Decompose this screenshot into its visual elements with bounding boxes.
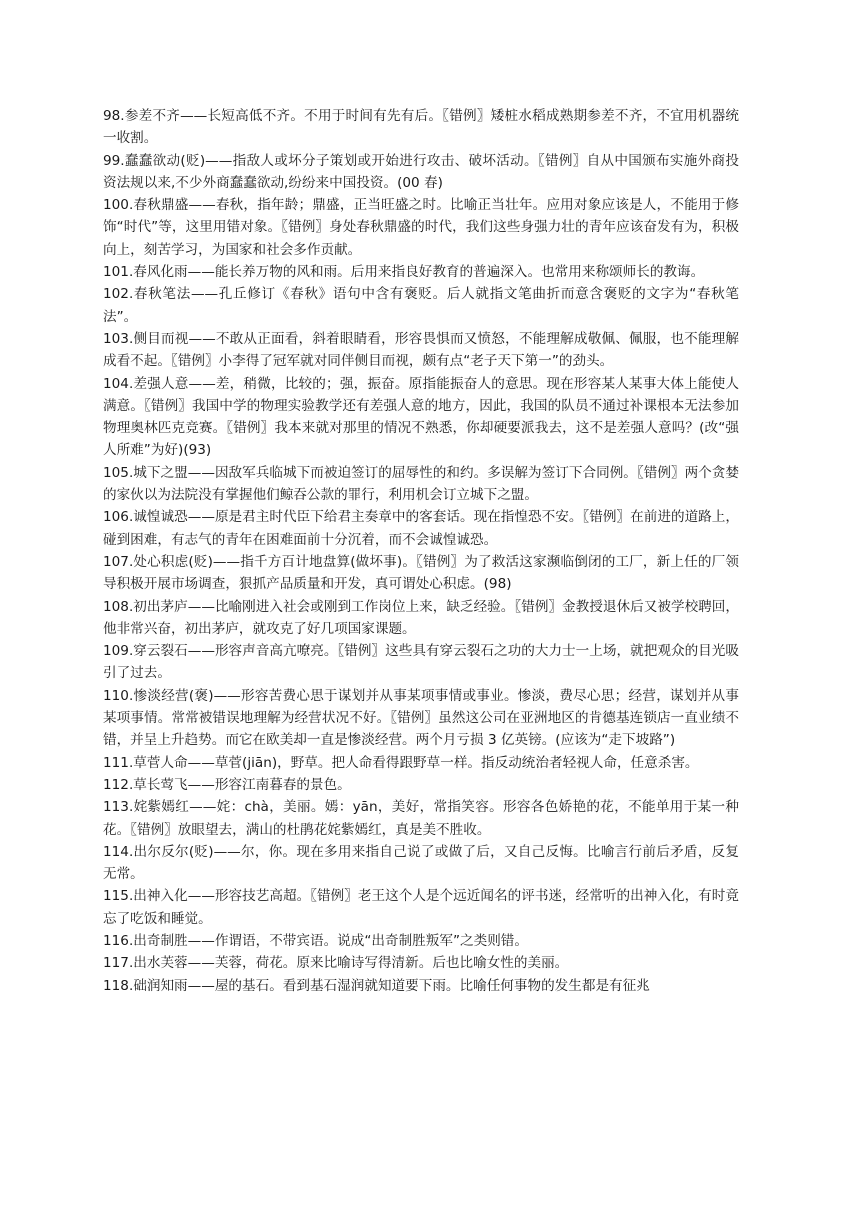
entry-102: 102.春秋笔法——孔丘修订《春秋》语句中含有褒贬。后人就指文笔曲折而意含褒贬的文字为“春秋笔法”。	[103, 286, 739, 325]
entry-111: 111.草菅人命——草菅(jiān)，野草。把人命看得跟野草一样。指反动统治者轻视人命，任意杀害。	[103, 754, 699, 771]
idiom-list	[103, 105, 739, 997]
entry-114: 114.出尔反尔(贬)——尔，你。现在多用来指自己说了或做了后，又自己反悔。比喻言行前后矛盾，反复无常。	[103, 843, 739, 883]
entry-104: 104.差强人意——差，稍微，比较的；强，振奋。原指能振奋人的意思。现在形容某人某事大体上能使人满意。〖错例〗我国中学的物理实验教学还有差强人意的地方，因此，我国的队员不通过补课根本无法参加物理奥林匹克竞赛。〖错例〗我本来就对那里的情况不熟悉，你却硬要派我去，这不是差强人意吗？(改“强人所难”为好)(93)	[103, 375, 739, 459]
entry-113: 113.姹紫嫣红——姹：chà，美丽。嫣：yān，美好，常指笑容。形容各色娇艳的花，不能单用于某一种花。〖错例〗放眼望去，满山的杜鹃花姹紫嫣红，真是美不胜收。	[103, 799, 739, 838]
entry-116: 116.出奇制胜——作谓语，不带宾语。说成“出奇制胜叛军”之类则错。	[103, 932, 528, 949]
entry-101: 101.春风化雨——能长养万物的风和雨。后用来指良好教育的普遍深入。也常用来称颂师长的教诲。	[103, 264, 705, 281]
entry-99: 99.蠢蠢欲动(贬)——指敌人或坏分子策划或开始进行攻击、破坏活动。〖错例〗自从中国颁布实施外商投资法规以来,不少外商蠢蠢欲动,纷纷来中国投资。(00 春)	[103, 152, 739, 191]
entry-115: 115.出神入化——形容技艺高超。〖错例〗老王这个人是个远近闻名的评书迷，经常听的出神入化，有时竟忘了吃饭和睡觉。	[103, 888, 739, 927]
entry-103: 103.侧目而视——不敢从正面看，斜着眼睛看，形容畏惧而又愤怒，不能理解成敬佩、佩服，也不能理解成看不起。〖错例〗小李得了冠军就对同伴侧目而视，颇有点“老子天下第一”的劲头。	[103, 330, 739, 370]
entry-107: 107.处心积虑(贬)——指千方百计地盘算(做坏事)。〖错例〗为了救活这家濒临倒闭的工厂，新上任的厂领导积极开展市场调查，狠抓产品质量和开发，真可谓处心积虑。(98)	[103, 553, 739, 593]
entry-98: 98.参差不齐——长短高低不齐。不用于时间有先有后。〖错例〗矮桩水稻成熟期参差不齐，不宜用机器统一收割。	[103, 108, 739, 147]
entry-118: 118.础润知雨——屋的基石。看到基石湿润就知道要下雨。比喻任何事物的发生都是有征兆	[103, 977, 650, 994]
entry-117: 117.出水芙蓉——芙蓉，荷花。原来比喻诗写得清新。后也比喻女性的美丽。	[103, 955, 569, 972]
entry-105: 105.城下之盟——因敌军兵临城下而被迫签订的屈辱性的和约。多误解为签订下合同例。〖错例〗两个贪婪的家伙以为法院没有掌握他们鲸吞公款的罪行，利用机会订立城下之盟。	[103, 464, 739, 504]
entry-112: 112.草长莺飞——形容江南暮春的景色。	[103, 776, 351, 793]
entry-106: 106.诚惶诚恐——原是君主时代臣下给君主奏章中的客套话。现在指惶恐不安。〖错例〗在前进的道路上，碰到困难，有志气的青年在困难面前十分沉着，而不会诚惶诚恐。	[103, 509, 739, 548]
entry-109: 109.穿云裂石——形容声音高亢嘹亮。〖错例〗这些具有穿云裂石之功的大力士一上场，就把观众的目光吸引了过去。	[103, 643, 739, 682]
entry-100: 100.春秋鼎盛——春秋，指年龄；鼎盛，正当旺盛之时。比喻正当壮年。应用对象应该是人，不能用于修饰“时代”等，这里用错对象。〖错例〗身处春秋鼎盛的时代，我们这些身强力壮的青年应该奋发有为，积极向上，刻苦学习，为国家和社会多作贡献。	[103, 197, 739, 258]
entry-110: 110.惨淡经营(褒)——形容苦费心思于谋划并从事某项事情或事业。惨淡，费尽心思；经营，谋划并从事某项事情。常常被错误地理解为经营状况不好。〖错例〗虽然这公司在亚洲地区的肯德基连锁店一直业绩不错，并呈上升趋势。而它在欧美却一直是惨淡经营。两个月亏损 3 亿英镑。(应该为“走下坡路”)	[103, 687, 739, 749]
entry-108: 108.初出茅庐——比喻刚进入社会或刚到工作岗位上来，缺乏经验。〖错例〗金教授退休后又被学校聘回，他非常兴奋，初出茅庐，就攻克了好几项国家课题。	[103, 598, 739, 637]
